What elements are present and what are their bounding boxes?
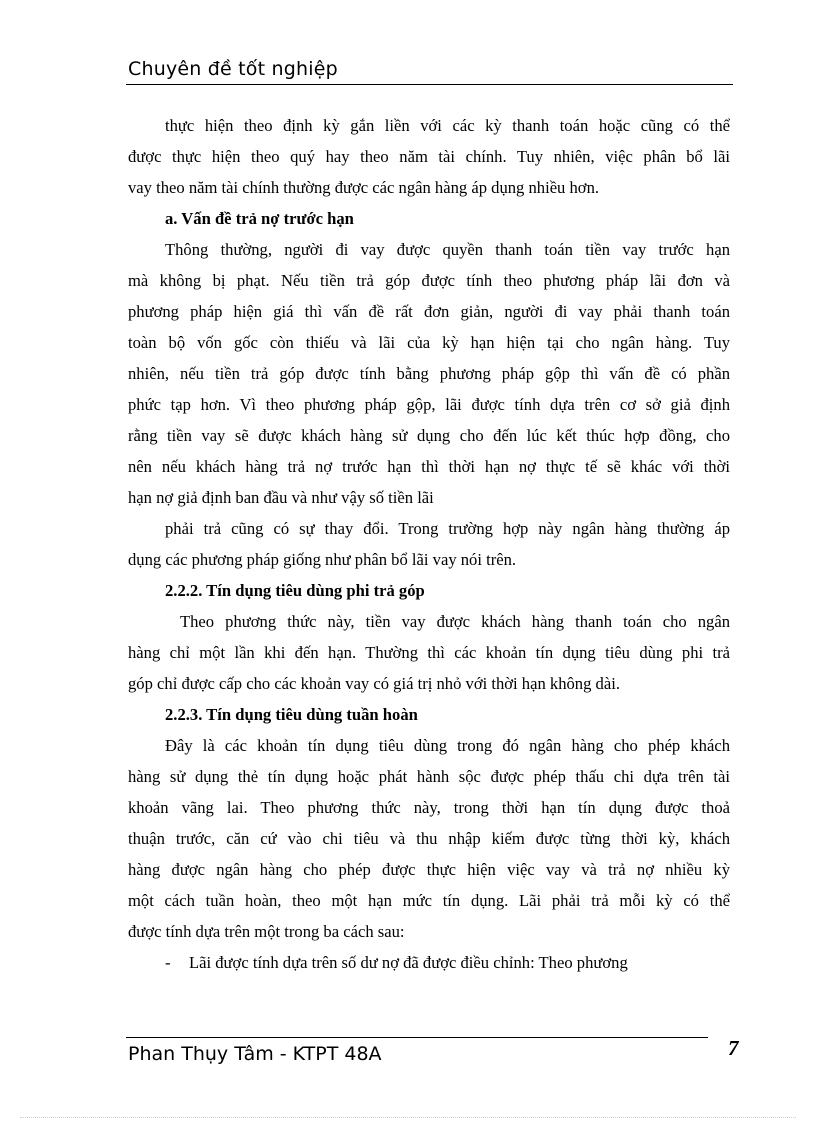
paragraph-line: phải trả cũng có sự thay đổi. Trong trường hợp này ngân hàng thường áp (165, 519, 730, 538)
page-edge-divider (20, 1117, 796, 1118)
document-body (128, 110, 730, 978)
bullet-dash: - (165, 953, 171, 972)
paragraph-line: góp chỉ được cấp cho các khoản vay có giá trị nhỏ với thời hạn không dài. (128, 674, 620, 693)
bullet-item (128, 947, 730, 978)
paragraph-line: mà không bị phạt. Nếu tiền trả góp được tính theo phương pháp lãi đơn và (128, 271, 730, 290)
paragraph-line: hàng sử dụng thẻ tín dụng hoặc phát hành sộc được phép thấu chi dựa trên tài (128, 767, 730, 786)
page-number: 7 (728, 1036, 739, 1060)
paragraph-line: nhiên, nếu tiền trả góp được tính bằng phương pháp gộp thì vấn đề có phần (128, 364, 730, 383)
page-header-title: Chuyên đề tốt nghiệp (128, 58, 338, 80)
paragraph-line: rằng tiền vay sẽ được khách hàng sử dụng cho đến lúc kết thúc hợp đồng, cho (128, 426, 730, 445)
paragraph-line: nên nếu khách hàng trả nợ trước hạn thì thời hạn nợ thực tế sẽ khác với thời (128, 457, 730, 476)
header-divider (126, 84, 733, 85)
paragraph-line: được tính dựa trên một trong ba cách sau: (128, 922, 405, 941)
section-heading: 2.2.3. Tín dụng tiêu dùng tuần hoàn (165, 705, 418, 724)
bullet-text: Lãi được tính dựa trên số dư nợ đã được điều chỉnh: Theo phương (189, 953, 628, 972)
paragraph-line: toàn bộ vốn gốc còn thiếu và lãi của kỳ hạn hiện tại cho ngân hàng. Tuy (128, 333, 730, 352)
paragraph-line: được thực hiện theo quý hay theo năm tài chính. Tuy nhiên, việc phân bổ lãi (128, 147, 730, 166)
paragraph-line: hàng được ngân hàng cho phép được thực hiện việc vay và trả nợ nhiều kỳ (128, 860, 730, 879)
paragraph-line: dụng các phương pháp giống như phân bổ lãi vay nói trên. (128, 550, 517, 569)
section-heading: 2.2.2. Tín dụng tiêu dùng phi trả góp (165, 581, 425, 600)
paragraph-line: hạn nợ giả định ban đầu và như vậy số tiền lãi (128, 488, 434, 507)
paragraph-line: thực hiện theo định kỳ gắn liền với các kỳ thanh toán hoặc cũng có thể (165, 116, 730, 135)
paragraph-line: Theo phương thức này, tiền vay được khách hàng thanh toán cho ngân (180, 612, 730, 631)
paragraph-line: khoản vãng lai. Theo phương thức này, trong thời hạn tín dụng được thoả (128, 798, 730, 817)
section-heading: a. Vấn đề trả nợ trước hạn (165, 209, 354, 228)
paragraph-line: Đây là các khoản tín dụng tiêu dùng trong đó ngân hàng cho phép khách (165, 736, 730, 755)
footer-divider (126, 1037, 708, 1038)
footer-author: Phan Thụy Tâm - KTPT 48A (128, 1043, 382, 1065)
paragraph-line: một cách tuần hoàn, theo một hạn mức tín dụng. Lãi phải trả mỗi kỳ có thể (128, 891, 730, 910)
paragraph-line: vay theo năm tài chính thường được các ngân hàng áp dụng nhiều hơn. (128, 178, 600, 197)
paragraph-line: hàng chỉ một lần khi đến hạn. Thường thì các khoản tín dụng tiêu dùng phi trả (128, 643, 730, 662)
paragraph-line: phức tạp hơn. Vì theo phương pháp gộp, lãi được tính dựa trên cơ sở giả định (128, 395, 730, 414)
paragraph-line: Thông thường, người đi vay được quyền thanh toán tiền vay trước hạn (165, 240, 730, 259)
paragraph-line: phương pháp hiện giá thì vấn đề rất đơn giản, người đi vay phải thanh toán (128, 302, 730, 321)
paragraph-line: thuận trước, căn cứ vào chi tiêu và thu nhập kiếm được từng thời kỳ, khách (128, 829, 730, 848)
